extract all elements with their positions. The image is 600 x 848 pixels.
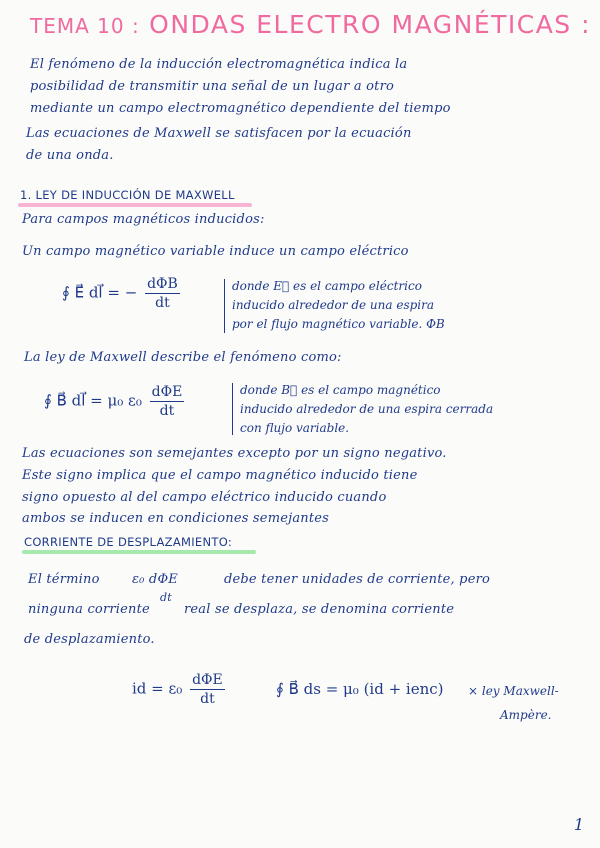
displacement-current-equation (132, 672, 228, 707)
eq3-fraction (190, 672, 225, 707)
page-title (30, 10, 591, 39)
eq3-numerator: dΦE (192, 672, 223, 688)
note-1-bar (224, 279, 225, 333)
section-1-line-5: Este signo implica que el campo magnético inducido tiene (22, 468, 418, 483)
intro-line-4: Las ecuaciones de Maxwell se satisfacen por la ecuación (26, 126, 412, 141)
ampere-maxwell-label-1: × ley Maxwell- (468, 684, 559, 698)
eq1-sign: − (124, 283, 138, 302)
section-2-line-3: de desplazamiento. (24, 632, 155, 647)
eq3-denominator: dt (200, 691, 215, 707)
eq2-lhs: ∮ B⃗ dl⃗ = μ₀ ε₀ (44, 391, 142, 410)
note-2-line-2: inducido alrededor de una espira cerrada (240, 402, 494, 416)
intro-line-1: El fenómeno de la inducción electromagnética indica la (30, 57, 408, 72)
section-2-line-2a: ninguna corriente (28, 602, 150, 617)
section-1-line-4: Las ecuaciones son semejantes excepto por un signo negativo. (22, 446, 447, 461)
heading-highlight (22, 550, 256, 554)
note-2-line-3: con flujo variable. (240, 421, 350, 435)
title-topic: ONDAS ELECTRO MAGNÉTICAS : (149, 10, 592, 39)
eq1-denominator: dt (155, 295, 170, 311)
section-2-heading: CORRIENTE DE DESPLAZAMIENTO: (24, 535, 233, 549)
eq2-denominator: dt (159, 403, 175, 419)
section-1-line-3: La ley de Maxwell describe el fenómeno como: (24, 350, 342, 365)
eq2-numerator: dΦE (151, 384, 183, 400)
eq2-fraction (150, 384, 185, 419)
intro-line-3: mediante un campo electromagnético dependiente del tiempo (30, 101, 451, 116)
section-1-heading: 1. LEY DE INDUCCIÓN DE MAXWELL (20, 188, 235, 202)
section-1-line-2: Un campo magnético variable induce un campo eléctrico (22, 244, 409, 259)
ampere-maxwell-label-2: Ampère. (500, 708, 552, 722)
eq1-lhs: ∮ E⃗ dl⃗ = (62, 283, 120, 302)
intro-line-5: de una onda. (26, 148, 114, 163)
section-2-line-1b: debe tener unidades de corriente, pero (224, 572, 491, 587)
note-1-line-1: donde E⃗ es el campo eléctrico (232, 279, 422, 293)
section-1-line-6: signo opuesto al del campo eléctrico inducido cuando (22, 490, 387, 505)
note-1-line-2: inducido alrededor de una espira (232, 298, 435, 312)
section-1-line-1: Para campos magnéticos inducidos: (22, 212, 265, 227)
note-1-line-3: por el flujo magnético variable. ΦB (232, 317, 445, 331)
maxwell-equation (44, 384, 187, 419)
eq1-fraction (145, 276, 180, 311)
section-1-line-7: ambos se inducen en condiciones semejantes (22, 511, 330, 526)
section-2-line-2-dt: dt (160, 591, 172, 604)
eq1-numerator: dΦB (147, 276, 178, 292)
ampere-maxwell-equation: ∮ B⃗ ds = μ₀ (id + ienc) (276, 680, 444, 698)
faraday-equation (62, 276, 183, 311)
section-2-line-1a: El término (28, 572, 100, 587)
heading-highlight (18, 203, 252, 207)
note-2-bar (232, 383, 233, 435)
note-2-line-1: donde B⃗ es el campo magnético (240, 383, 441, 397)
page-number: 1 (573, 815, 584, 834)
title-tema: TEMA 10 : (30, 14, 140, 38)
eq3-lhs: id = ε₀ (132, 679, 183, 698)
intro-line-2: posibilidad de transmitir una señal de un lugar a otro (30, 79, 395, 94)
section-2-line-1-formula: ε₀ dΦE (132, 572, 178, 587)
section-2-line-2b: real se desplaza, se denomina corriente (184, 602, 455, 617)
